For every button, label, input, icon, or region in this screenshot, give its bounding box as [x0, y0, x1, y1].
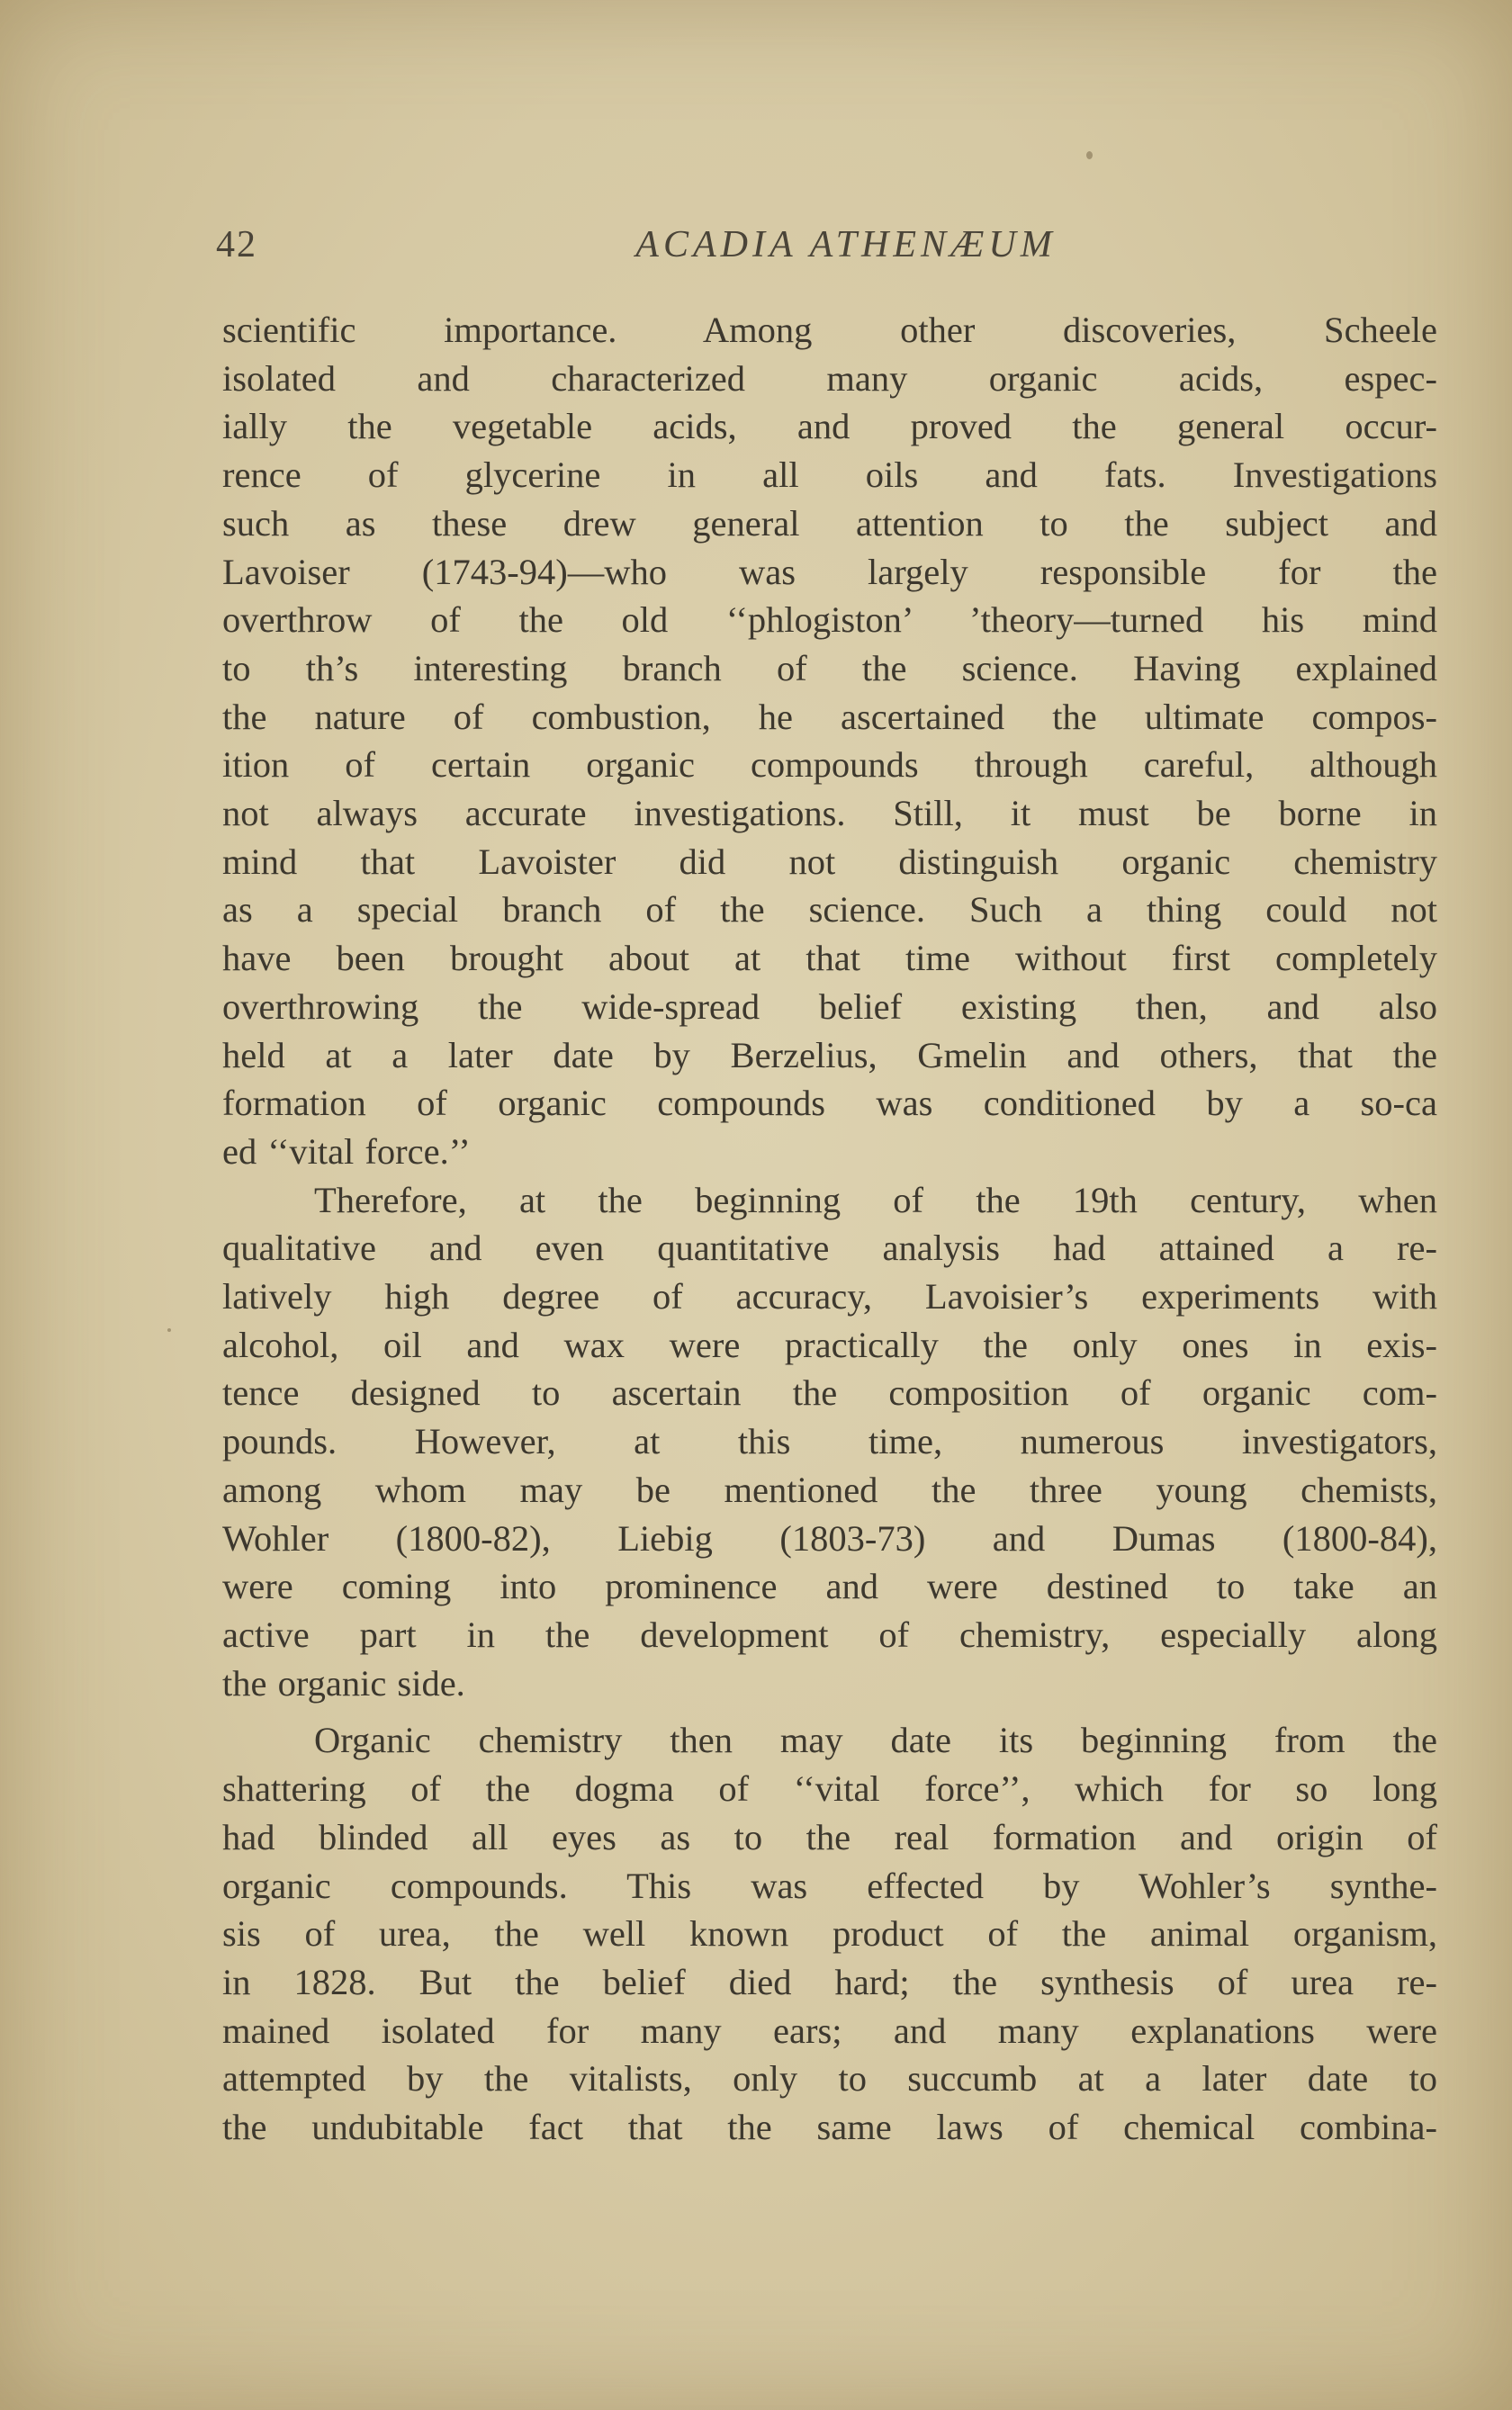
text-line: among whom may be mentioned the three young chemists, [222, 1469, 1437, 1510]
text-line: ially the vegetable acids, and proved the general occur- [222, 406, 1437, 447]
text-line: Lavoiser (1743-94)—who was largely responsible for the [222, 551, 1437, 592]
running-head [216, 223, 1440, 277]
text-line: ition of certain organic compounds through careful, although [222, 744, 1437, 786]
ink-speck [167, 1328, 171, 1332]
text-line: in 1828. But the belief died hard; the synthesis of urea re- [222, 1961, 1437, 2002]
text-line: scientific importance. Among other discoveries, Scheele [222, 310, 1437, 350]
ink-speck [1086, 151, 1093, 159]
text-line: not always accurate investigations. Still, it must be borne in [222, 793, 1437, 834]
body-text [222, 306, 1437, 2152]
text-line: have been brought about at that time without first completely [222, 938, 1437, 979]
text-line: had blinded all eyes as to the real formation and origin of [222, 1816, 1437, 1857]
text-line: held at a later date by Berzelius, Gmelin and others, that the [222, 1034, 1437, 1075]
text-line-content: Organic chemistry then may date its beginning from the [314, 1720, 1437, 1761]
text-line: active part in the development of chemistry, especially along [222, 1614, 1437, 1655]
text-line: organic compounds. This was effected by Wohler’s synthe- [222, 1865, 1437, 1906]
text-line: pounds. However, at this time, numerous investigators, [222, 1421, 1437, 1462]
text-line: shattering of the dogma of ‘‘vital force’’, which for so long [222, 1768, 1437, 1810]
page-number: 42 [216, 224, 257, 265]
text-line [222, 1716, 1437, 1765]
text-line: overthrowing the wide-spread belief existing then, and also [222, 985, 1437, 1027]
text-line-content: Therefore, at the beginning of the 19th century, when [314, 1179, 1437, 1220]
text-line: alcohol, oil and wax were practically the only ones in exis- [222, 1324, 1437, 1365]
text-line: isolated and characterized many organic acids, espec- [222, 357, 1437, 399]
text-line [222, 1176, 1437, 1225]
text-line: qualitative and even quantitative analysis had attained a re- [222, 1227, 1437, 1269]
journal-title: ACADIA ATHENÆUM [635, 224, 1057, 265]
text-line: to th’s interesting branch of the science. Having explained [222, 647, 1437, 688]
text-line: rence of glycerine in all oils and fats. Investigations [222, 454, 1437, 496]
text-line: the organic side. [222, 1662, 465, 1704]
text-line: the nature of combustion, he ascertained the ultimate compos- [222, 696, 1437, 737]
text-line: mind that Lavoister did not distinguish organic chemistry [222, 841, 1437, 882]
text-line: mained isolated for many ears; and many explanations were [222, 2010, 1437, 2051]
text-line: formation of organic compounds was conditioned by a so-ca [222, 1083, 1437, 1124]
text-line: the undubitable fact that the same laws of chemical combina- [222, 2107, 1437, 2148]
text-line: sis of urea, the well known product of the animal organism, [222, 1913, 1437, 1955]
text-line: tence designed to ascertain the composition of organic com- [222, 1372, 1437, 1414]
text-line: attempted by the vitalists, only to succumb at a later date to [222, 2058, 1437, 2100]
text-line: Wohler (1800-82), Liebig (1803-73) and Dumas (1800-84), [222, 1517, 1437, 1559]
text-line: were coming into prominence and were destined to take an [222, 1566, 1437, 1607]
text-line: overthrow of the old ‘‘phlogiston’ ’theory—turned his mind [222, 599, 1437, 641]
text-line: as a special branch of the science. Such a thing could not [222, 889, 1437, 931]
text-line: latively high degree of accuracy, Lavoisier’s experiments with [222, 1276, 1437, 1317]
text-line: such as these drew general attention to the subject and [222, 502, 1437, 544]
text-line: ed ‘‘vital force.’’ [222, 1130, 471, 1172]
